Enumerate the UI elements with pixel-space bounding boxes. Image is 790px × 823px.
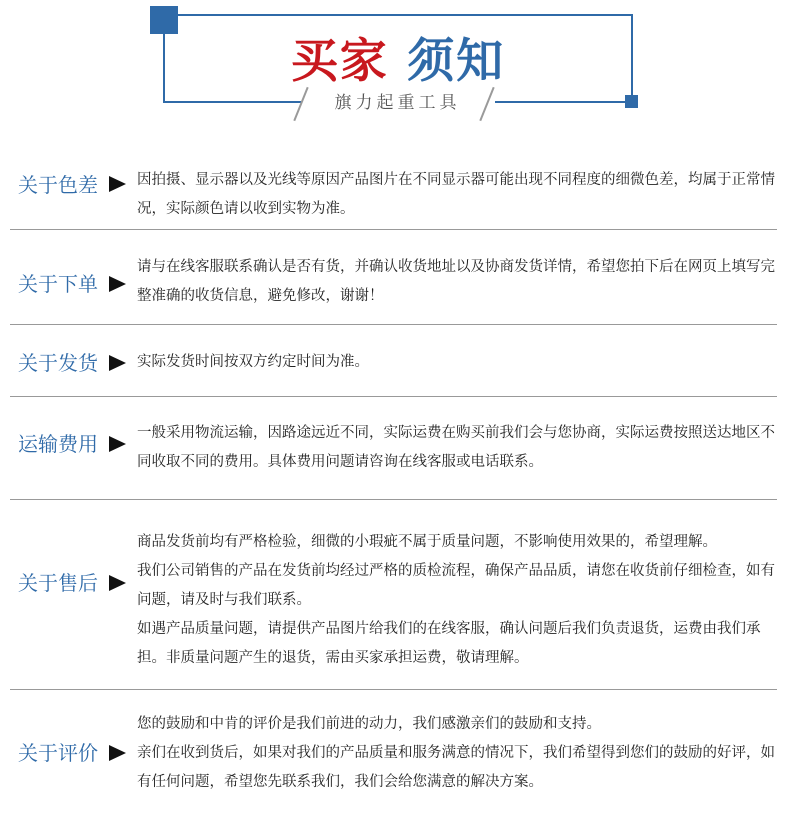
section-text — [137, 166, 782, 224]
divider — [10, 229, 777, 230]
section-text — [137, 419, 782, 477]
title-red: 买家 — [290, 34, 389, 89]
paragraph: 实际发货时间按双方约定时间为准。 — [137, 354, 369, 370]
frame-right-line — [631, 14, 633, 102]
page-subtitle: 旗力起重工具 — [334, 93, 461, 113]
paragraph: 请与在线客服联系确认是否有货，并确认收货地址以及协商发货详情，希望您拍下后在网页上填写完整准确的收货信息，避免修改，谢谢！ — [137, 259, 775, 304]
paragraph: 如遇产品质量问题，请提供产品图片给我们的在线客服，确认问题后我们负责退货，运费由我们承担。非质量问题产生的退货，需由买家承担运费，敬请理解。 — [137, 621, 761, 666]
paragraph: 一般采用物流运输，因路途远近不同，实际运费在购买前我们会与您协商，实际运费按照送达地区不同收取不同的费用。具体费用问题请咨询在线客服或电话联系。 — [137, 425, 775, 470]
frame-bottom-left-line — [163, 101, 302, 103]
arrow-right-icon — [109, 436, 126, 452]
section-label: 关于评价 — [18, 741, 98, 765]
paragraph: 亲们在收到货后，如果对我们的产品质量和服务满意的情况下，我们希望得到您们的鼓励的好评，如有任何问题，希望您先联系我们，我们会给您满意的解决方案。 — [137, 745, 775, 790]
paragraph: 我们公司销售的产品在发货前均经过严格的质检流程，确保产品品质，请您在收货前仔细检查，如有问题，请及时与我们联系。 — [137, 563, 775, 608]
section-label: 运输费用 — [18, 432, 98, 456]
corner-square-large — [150, 6, 178, 34]
section-text — [137, 710, 782, 797]
divider — [10, 689, 777, 690]
paragraph: 您的鼓励和中肯的评价是我们前进的动力，我们感激亲们的鼓励和支持。 — [137, 716, 601, 732]
section-text — [137, 528, 782, 673]
divider — [10, 324, 777, 325]
paragraph: 因拍摄、显示器以及光线等原因产品图片在不同显示器可能出现不同程度的细微色差，均属于正常情况，实际颜色请以收到实物为准。 — [137, 172, 775, 217]
section-label: 关于售后 — [18, 571, 98, 595]
title-blue: 须知 — [407, 34, 506, 89]
arrow-right-icon — [109, 276, 126, 292]
arrow-right-icon — [109, 745, 126, 761]
frame-top-line — [163, 14, 633, 16]
page-title — [165, 34, 631, 90]
paragraph: 商品发货前均有严格检验，细微的小瑕疵不属于质量问题，不影响使用效果的，希望理解。 — [137, 534, 717, 550]
frame-bottom-right-line — [495, 101, 632, 103]
arrow-right-icon — [109, 575, 126, 591]
section-text — [137, 253, 782, 311]
section-label: 关于色差 — [18, 173, 98, 197]
arrow-right-icon — [109, 355, 126, 371]
divider — [10, 499, 777, 500]
section-text — [137, 348, 782, 377]
corner-square-small — [625, 95, 638, 108]
section-label: 关于下单 — [18, 272, 98, 296]
divider — [10, 396, 777, 397]
arrow-right-icon — [109, 176, 126, 192]
section-label: 关于发货 — [18, 351, 98, 375]
